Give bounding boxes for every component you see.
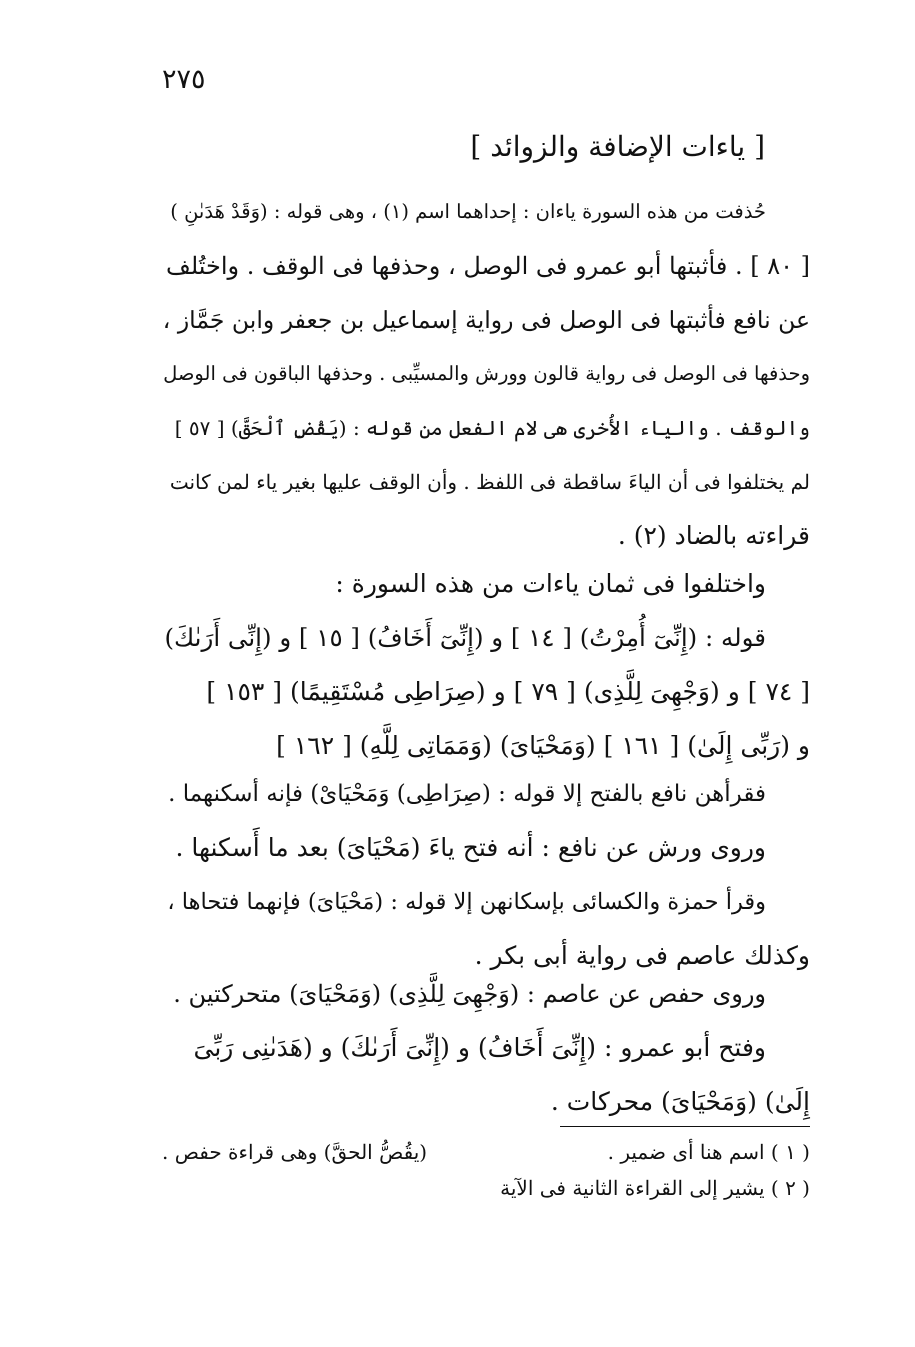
page-number: ٢٧٥	[162, 64, 206, 95]
text-line: وروى حفص عن عاصم : (وَجْهِىَ لِلَّذِى) (وَمَحْيَاىَ) متحركتين .	[173, 980, 766, 1008]
text-line: وروى ورش عن نافع : أنه فتح ياءَ (مَحْيَاىَ) بعد ما أَسكنها .	[175, 833, 766, 862]
text-line: إِلَىٰ) (وَمَحْيَاىَ) محركات .	[550, 1087, 810, 1116]
text-line: وحذفها فى الوصل فى رواية قالون وورش والمسيِّبى . وحذفها الباقون فى الوصل	[163, 362, 810, 385]
footnote-2-text: ( ٢ ) يشير إلى القراءة الثانية فى الآية	[500, 1176, 810, 1200]
text-line: وفتح أبو عمرو : (إِنِّىَ أَخَافُ) و (إِنِّىَ أَرَىٰكَ) و (هَدَىٰنِى رَبِّىَ	[193, 1033, 766, 1062]
text-line: و (رَبِّى إِلَىٰ) [ ١٦١ ] (وَمَحْيَاىَ) (وَمَمَاتِى لِلَّهِ) [ ١٦٢ ]	[276, 731, 810, 760]
text-line: والوقف . والياء الأُخرى هى لام الفعل من قوله : (يَقْضِ ٱلْحَقَّ) [ ٥٧ ]	[174, 416, 810, 440]
text-line: وكذلك عاصم فى رواية أبى بكر .	[474, 941, 810, 970]
footnotes	[162, 1134, 810, 1206]
text-line: [ ٨٠ ] . فأثبتها أبو عمرو فى الوصل ، وحذفها فى الوقف . واختُلف	[166, 252, 810, 280]
footnote-1-aside: (يقُصُّ الحقَّ) وهى قراءة حفص .	[162, 1140, 428, 1164]
text-line: واختلفوا فى ثمان ياءات من هذه السورة :	[335, 569, 766, 598]
paragraph-deleted-yaat	[162, 185, 810, 563]
text-line: قوله : (إِنِّىٓ أُمِرْتُ) [ ١٤ ] و (إِنِّىٓ أَخَافُ) [ ١٥ ] و (إِنِّى أَرَىٰكَ)	[164, 623, 766, 652]
footnote-2	[162, 1170, 810, 1206]
text-line: وقرأ حمزة والكسائى بإسكانهن إلا قوله : (مَحْيَاىَ) فإنهما فتحاها ،	[167, 889, 766, 915]
text-line: حُذفت من هذه السورة ياءان : إحداهما اسم (١) ، وهى قوله : (وَقَدْ هَدَىٰنِ )	[170, 200, 766, 223]
text-line: قراءته بالضاد (٢) .	[617, 521, 810, 550]
paragraph-readers	[162, 767, 810, 983]
text-line: [ ٧٤ ] و (وَجْهِىَ لِلَّذِى) [ ٧٩ ] و (صِرَاطِى مُسْتَقِيمًا) [ ١٥٣ ]	[206, 677, 810, 706]
text-line: لم يختلفوا فى أن الياءَ ساقطة فى اللفظ . وأن الوقف عليها بغير ياء لمن كانت	[169, 470, 810, 494]
section-title: [ ياءات الإضافة والزوائد ]	[470, 130, 765, 163]
footnote-1-text: ( ١ ) اسم هنا أى ضمير .	[607, 1140, 810, 1164]
paragraph-eight-yaat	[162, 557, 810, 773]
footnote-divider	[560, 1126, 810, 1127]
paragraph-hafs-abu-amr	[162, 967, 810, 1129]
text-line: عن نافع فأثبتها فى الوصل فى رواية إسماعيل بن جعفر وابن جَمَّاز ،	[162, 306, 810, 334]
footnote-1	[162, 1134, 810, 1170]
text-line: فقرأهن نافع بالفتح إلا قوله : (صِرَاطِى) وَمَحْيَاىْ) فإنه أسكنهما .	[168, 781, 766, 807]
